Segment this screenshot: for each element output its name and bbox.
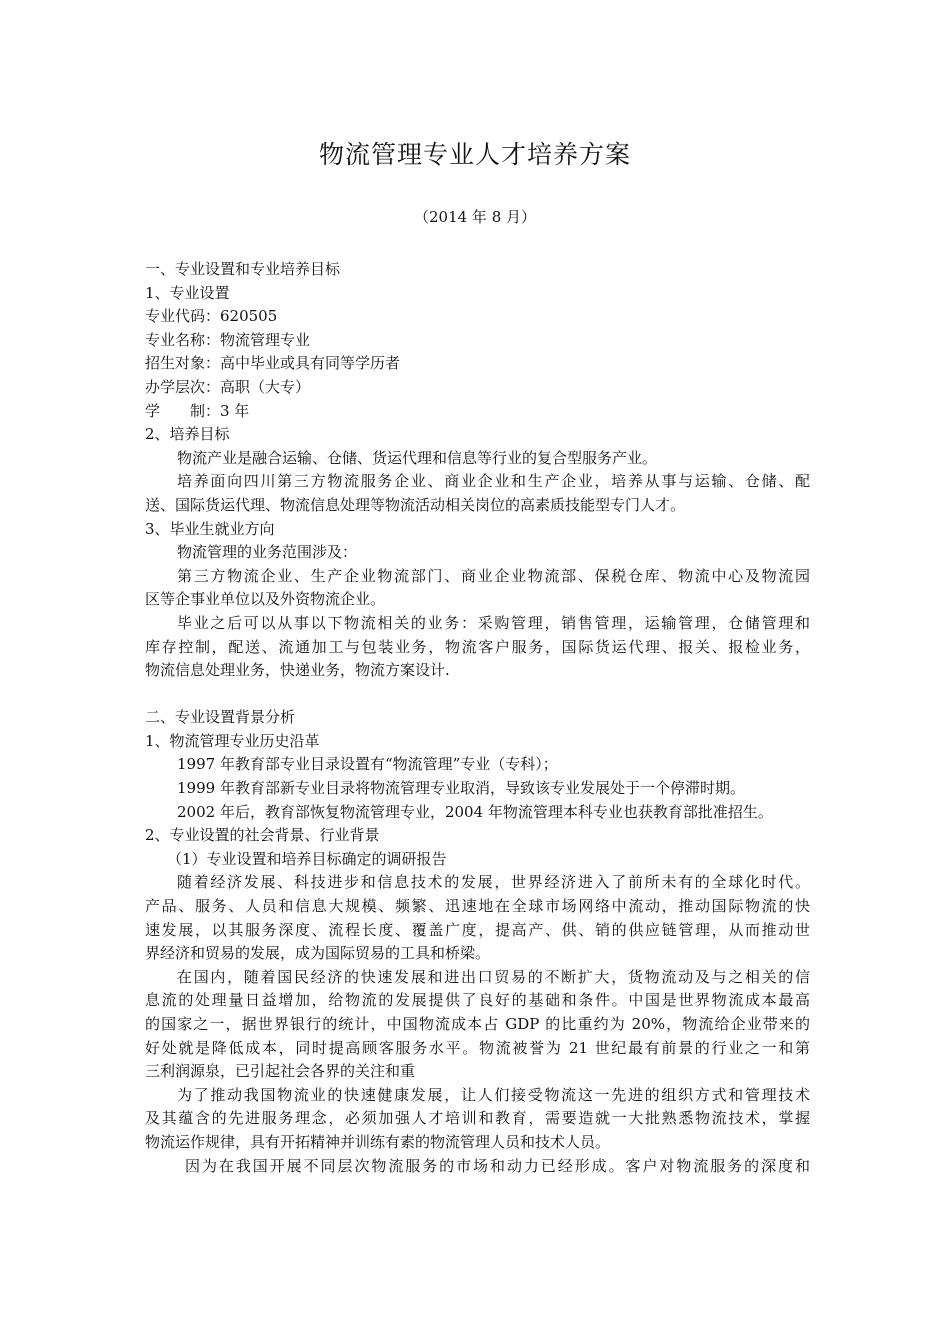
paragraph-line: 速发展，以其服务深度、流程长度、覆盖广度，提高产、供、销的供应链管理，从而推动世 xyxy=(145,920,810,939)
section-heading: 一、专业设置和专业培养目标 xyxy=(145,260,341,278)
section-heading: 二、专业设置背景分析 xyxy=(145,708,296,727)
paragraph-line: 的国家之一，据世界银行的统计，中国物流成本占 GDP 的比重约为 20%，物流给企业带来的 xyxy=(145,1015,810,1033)
document-body xyxy=(145,258,810,1178)
field-line: 招生对象：高中毕业或具有同等学历者 xyxy=(145,354,401,373)
paragraph-line: 三利润源泉，已引起社会各界的关注和重 xyxy=(145,1062,416,1081)
paragraph-line: 1999 年教育部新专业目录将物流管理专业取消，导致该专业发展处于一个停滞时期。 xyxy=(177,779,745,798)
paragraph-line: 好处就是降低成本，同时提高顾客服务水平。物流被誉为 21 世纪最有前景的行业之一和第 xyxy=(145,1038,810,1057)
paragraph-line: 物流运作规律，具有开拓精神并训练有素的物流管理人员和技术人员。 xyxy=(145,1132,611,1151)
subsection-heading: 2、培养目标 xyxy=(145,425,230,444)
paragraph-line: 在国内，随着国民经济的快速发展和进出口贸易的不断扩大，货物流动及与之相关的信 xyxy=(177,967,810,986)
paragraph-line: 息流的处理量日益增加，给物流的发展提供了良好的基础和条件。中国是世界物流成本最高 xyxy=(145,991,810,1010)
paragraph-line: 区等企事业单位以及外资物流企业。 xyxy=(145,590,386,609)
paragraph-line: 1997 年教育部专业目录设置有“物流管理”专业（专科）； xyxy=(177,755,558,774)
paragraph-line: 培养面向四川第三方物流服务企业、商业企业和生产企业，培养从事与运输、仓储、配 xyxy=(177,472,810,491)
field-line: 专业代码：620505 xyxy=(145,307,278,326)
paragraph-line: 因为在我国开展不同层次物流服务的市场和动力已经形成。客户对物流服务的深度和 xyxy=(185,1156,810,1175)
paragraph-line: 物流产业是融合运输、仓储、货运代理和信息等行业的复合型服务产业。 xyxy=(177,448,658,467)
field-line: 学 制：3 年 xyxy=(145,401,250,420)
subsection-heading: 2、专业设置的社会背景、行业背景 xyxy=(145,826,380,845)
paragraph-line: 随着经济发展、科技进步和信息技术的发展，世界经济进入了前所未有的全球化时代。 xyxy=(177,873,810,892)
paragraph-line: 产品、服务、人员和信息大规模、频繁、迅速地在全球市场网络中流动，推动国际物流的快 xyxy=(145,897,810,916)
paragraph-line: 为了推动我国物流业的快速健康发展，让人们接受物流这一先进的组织方式和管理技术 xyxy=(177,1085,810,1104)
blank-line xyxy=(145,683,810,707)
field-line: 办学层次：高职（大专） xyxy=(145,377,311,396)
paragraph-line: 界经济和贸易的发展，成为国际贸易的工具和桥梁。 xyxy=(145,944,491,963)
paragraph-line: 物流信息处理业务，快递业务，物流方案设计. xyxy=(145,661,450,680)
paragraph-line: 及其蕴含的先进服务理念，必须加强人才培训和教育，需要造就一大批熟悉物流技术，掌握 xyxy=(145,1109,810,1128)
paragraph-line: 2002 年后，教育部恢复物流管理专业，2004 年物流管理本科专业也获教育部批准招生。 xyxy=(177,802,773,821)
paragraph-line: 送、国际货运代理、物流信息处理等物流活动相关岗位的高素质技能型专门人才。 xyxy=(145,495,686,514)
document-title: 物流管理专业人才培养方案 xyxy=(318,140,631,169)
field-line: 专业名称：物流管理专业 xyxy=(145,330,311,349)
subsection-heading: 1、专业设置 xyxy=(145,283,230,302)
subsection-heading: （1）专业设置和培养目标确定的调研报告 xyxy=(167,849,447,868)
paragraph-line: 物流管理的业务范围涉及： xyxy=(177,543,358,562)
document-date: （2014 年 8 月） xyxy=(413,208,537,226)
subsection-heading: 1、物流管理专业历史沿革 xyxy=(145,731,320,750)
paragraph-line: 第三方物流企业、生产企业物流部门、商业企业物流部、保税仓库、物流中心及物流园 xyxy=(177,566,810,585)
subsection-heading: 3、毕业生就业方向 xyxy=(145,519,275,538)
paragraph-line: 毕业之后可以从事以下物流相关的业务：采购管理，销售管理，运输管理，仓储管理和 xyxy=(177,613,810,632)
paragraph-line: 库存控制，配送、流通加工与包装业务，物流客户服务，国际货运代理、报关、报检业务， xyxy=(145,637,810,656)
